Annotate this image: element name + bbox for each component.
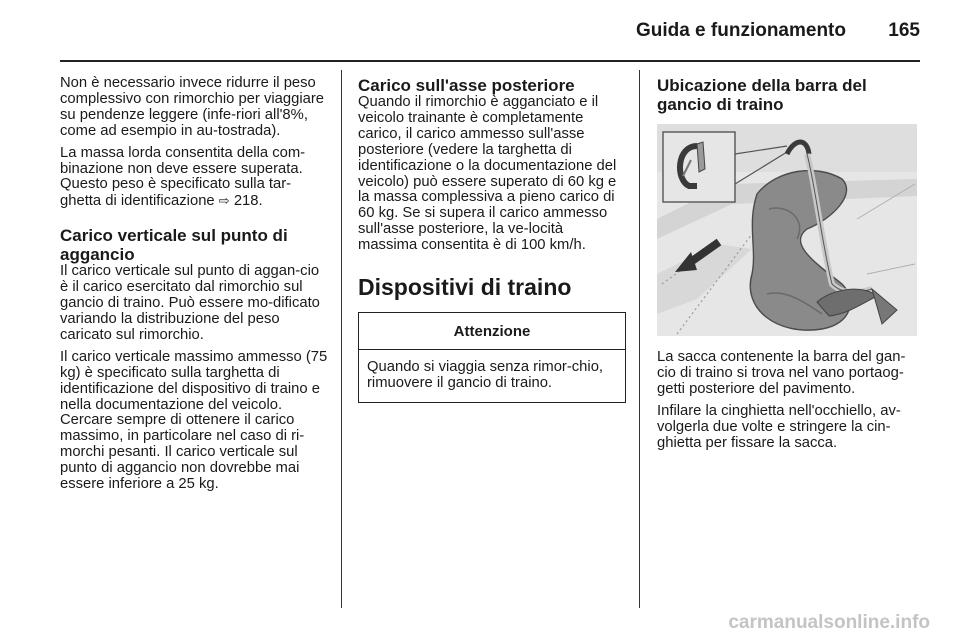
page-number: 165 <box>888 20 920 41</box>
paragraph-with-reference <box>60 146 328 211</box>
column-divider-2 <box>639 70 640 608</box>
column-divider-1 <box>341 70 342 608</box>
paragraph: Quando il rimorchio è agganciato e il veicolo trainante è completamente carico, il carico ammesso sull'asse posteriore (vedere la targhetta di identificazione o la documentazione del veicolo) può essere superato di 60 kg e la massa complessiva a pieno carico di 60 kg. Se si supera il carico ammesso sull'asse posteriore, la ve-locità massima consentita è di 100 km/h. <box>358 94 617 254</box>
page-reference-arrow-icon: ⇨ <box>218 193 230 209</box>
towbar-bag-illustration-icon <box>657 124 917 336</box>
header-title: Guida e funzionamento <box>635 20 846 41</box>
column-1 <box>60 76 328 499</box>
warning-title: Attenzione <box>359 313 625 350</box>
header-rule <box>60 60 920 62</box>
section-heading: Ubicazione della barra del gancio di traino <box>657 76 867 114</box>
warning-box <box>358 312 626 403</box>
watermark: carmanualsonline.info <box>728 612 930 633</box>
paragraph: Il carico verticale sul punto di aggan-cio è il carico esercitato dal rimorchio sul gancio di traino. Può essere mo-dificato variando la distribuzione del peso caricato sul rimorchio. <box>60 263 320 343</box>
paragraph: Infilare la cinghietta nell'occhiello, av-volgerla due volte e stringere la cin-ghietta per fissare la sacca. <box>657 402 901 451</box>
section-heading: Carico sull'asse posteriore <box>358 76 575 95</box>
warning-text: Quando si viaggia senza rimor-chio, rimuovere il gancio di traino. <box>367 358 604 391</box>
paragraph: La sacca contenente la barra del gan-cio di traino si trova nel vano portaog-getti posteriore del pavimento. <box>657 349 906 397</box>
column-3 <box>657 76 921 457</box>
paragraph: Il carico verticale massimo ammesso (75 kg) è specificato sulla targhetta di identificazione del dispositivo di traino e nella documentazione del veicolo. Cercare sempre di ottenere il carico massimo, in particolare nel caso di ri-morchi pesanti. Il carico verticale sul punto di aggancio non dovrebbe mai essere inferiore a 25 kg. <box>60 348 328 493</box>
paragraph-text: La massa lorda consentita della com-binazione non deve essere superata. Questo peso è specificato sulla tar-ghetta di identificazione <box>60 144 306 210</box>
column-2 <box>358 76 626 403</box>
paragraph: Non è necessario invece ridurre il peso complessivo con rimorchio per viaggiare su pendenze leggere (infe-riori all'8%, come ad esempio in au-tostrada). <box>60 75 324 139</box>
section-heading: Carico verticale sul punto di aggancio <box>60 226 288 265</box>
page-reference[interactable]: 218. <box>233 193 263 210</box>
chapter-heading: Dispositivi di traino <box>358 274 572 301</box>
